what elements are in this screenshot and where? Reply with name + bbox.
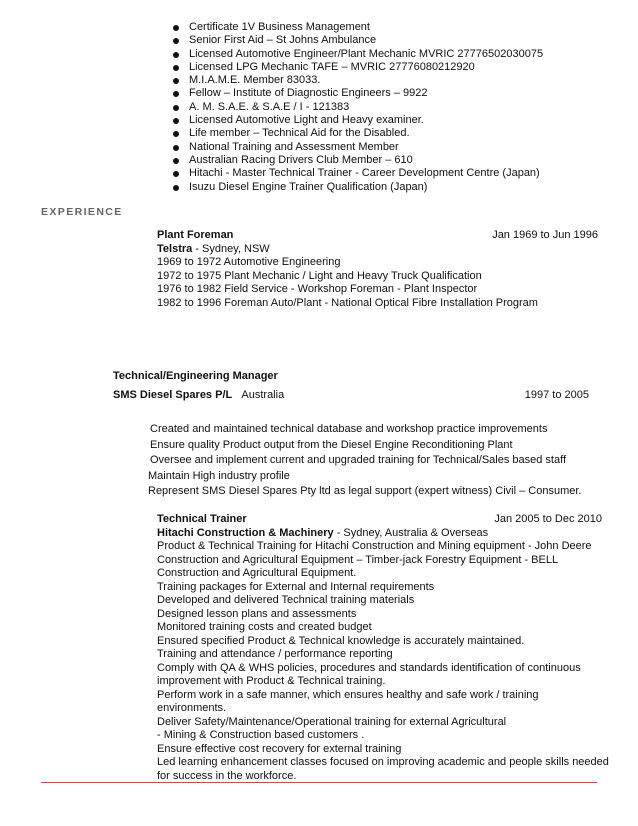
- job-location: Australia: [241, 389, 285, 401]
- job-detail-line: environments.: [157, 702, 227, 714]
- job-company-line: [113, 389, 284, 401]
- job-detail-line: Perform work in a safe manner, which ensures healthy and safe work / training: [157, 688, 539, 701]
- job-company: SMS Diesel Spares P/L: [113, 389, 233, 401]
- job-dates: Jan 2005 to Dec 2010: [494, 513, 602, 525]
- list-item: Licensed Automotive Light and Heavy examiner.: [171, 114, 543, 127]
- job-detail-line: Led learning enhancement classes focused on improving academic and people skills needed: [157, 756, 609, 768]
- job-title: Plant Foreman: [157, 229, 234, 241]
- list-item: Isuzu Diesel Engine Trainer Qualification (Japan): [171, 181, 543, 194]
- job-company: Telstra: [157, 242, 193, 255]
- job-detail-line: Ensure quality Product output from the Diesel Engine Reconditioning Plant: [150, 438, 513, 451]
- list-item: National Training and Assessment Member: [171, 141, 543, 154]
- job-company-line: [157, 527, 488, 539]
- list-item: Australian Racing Drivers Club Member – 610: [171, 154, 543, 167]
- page-divider: [41, 782, 597, 783]
- job-company-line: [157, 243, 270, 255]
- job-location: - Sydney, Australia & Overseas: [333, 526, 489, 539]
- job-detail-line: Training packages for External and Internal requirements: [157, 580, 435, 593]
- list-item: Licensed Automotive Engineer/Plant Mechanic MVRIC 27776502030075: [171, 48, 543, 61]
- list-item: Certificate 1V Business Management: [171, 21, 543, 34]
- job-detail-line: Ensure effective cost recovery for external training: [157, 742, 402, 755]
- job-detail-line: Developed and delivered Technical training materials: [157, 594, 415, 606]
- job-detail-line: Ensured specified Product & Technical knowledge is accurately maintained.: [157, 634, 525, 647]
- list-item: Licensed LPG Mechanic TAFE – MVRIC 27776080212920: [171, 61, 543, 74]
- job-detail-line: Monitored training costs and created budget: [157, 621, 372, 633]
- job-detail-line: Designed lesson plans and assessments: [157, 607, 357, 620]
- job-dates: Jan 1969 to Jun 1996: [492, 229, 598, 241]
- job-detail-line: 1976 to 1982 Field Service - Workshop Foreman - Plant Inspector: [157, 283, 478, 295]
- job-detail-line: Deliver Safety/Maintenance/Operational training for external Agricultural: [157, 715, 507, 728]
- job-location: - Sydney, NSW: [192, 242, 270, 255]
- list-item: Senior First Aid – St Johns Ambulance: [171, 34, 543, 47]
- job-detail-line: 1972 to 1975 Plant Mechanic / Light and Heavy Truck Qualification: [157, 269, 482, 282]
- certifications-list: [171, 21, 543, 194]
- job-detail-line: Created and maintained technical database and workshop practice improvements: [150, 423, 548, 435]
- job-detail-line: Training and attendance / performance reporting: [157, 648, 393, 660]
- job-detail-line: Product & Technical Training for Hitachi Construction and Mining equipment - John Deere: [157, 540, 592, 552]
- job-detail-line: improvement with Product & Technical training.: [157, 675, 386, 687]
- job-detail-line: for success in the workforce.: [157, 769, 297, 782]
- job-detail-line: Represent SMS Diesel Spares Pty ltd as legal support (expert witness) Civil – Consumer.: [148, 485, 582, 497]
- job-detail-line: Construction and Agricultural Equipment.: [157, 567, 357, 579]
- job-company: Hitachi Construction & Machinery: [157, 526, 334, 539]
- job-detail-line: 1982 to 1996 Foreman Auto/Plant - National Optical Fibre Installation Program: [157, 296, 538, 309]
- list-item: Life member – Technical Aid for the Disabled.: [171, 127, 543, 140]
- job-detail-line: - Mining & Construction based customers .: [157, 729, 365, 741]
- list-item: Fellow – Institute of Diagnostic Engineers – 9922: [171, 87, 543, 100]
- job-detail-line: Oversee and implement current and upgraded training for Technical/Sales based staff: [150, 454, 567, 466]
- job-title: Technical Trainer: [157, 513, 247, 525]
- job-detail-line: 1969 to 1972 Automotive Engineering: [157, 256, 341, 268]
- job-detail-line: Construction and Agricultural Equipment – Timber-jack Forestry Equipment - BELL: [157, 553, 559, 566]
- list-item: Hitachi - Master Technical Trainer - Career Development Centre (Japan): [171, 167, 543, 180]
- job-title: Technical/Engineering Manager: [113, 370, 278, 382]
- job-detail-line: Comply with QA & WHS policies, procedures and standards identification of continuous: [157, 661, 581, 674]
- job-detail-line: Maintain High industry profile: [148, 469, 290, 482]
- list-item: M.I.A.M.E. Member 83033.: [171, 74, 543, 87]
- list-item: A. M. S.A.E. & S.A.E / I - 121383: [171, 101, 543, 114]
- section-heading-experience: EXPERIENCE: [41, 206, 123, 218]
- job-dates: 1997 to 2005: [524, 389, 589, 401]
